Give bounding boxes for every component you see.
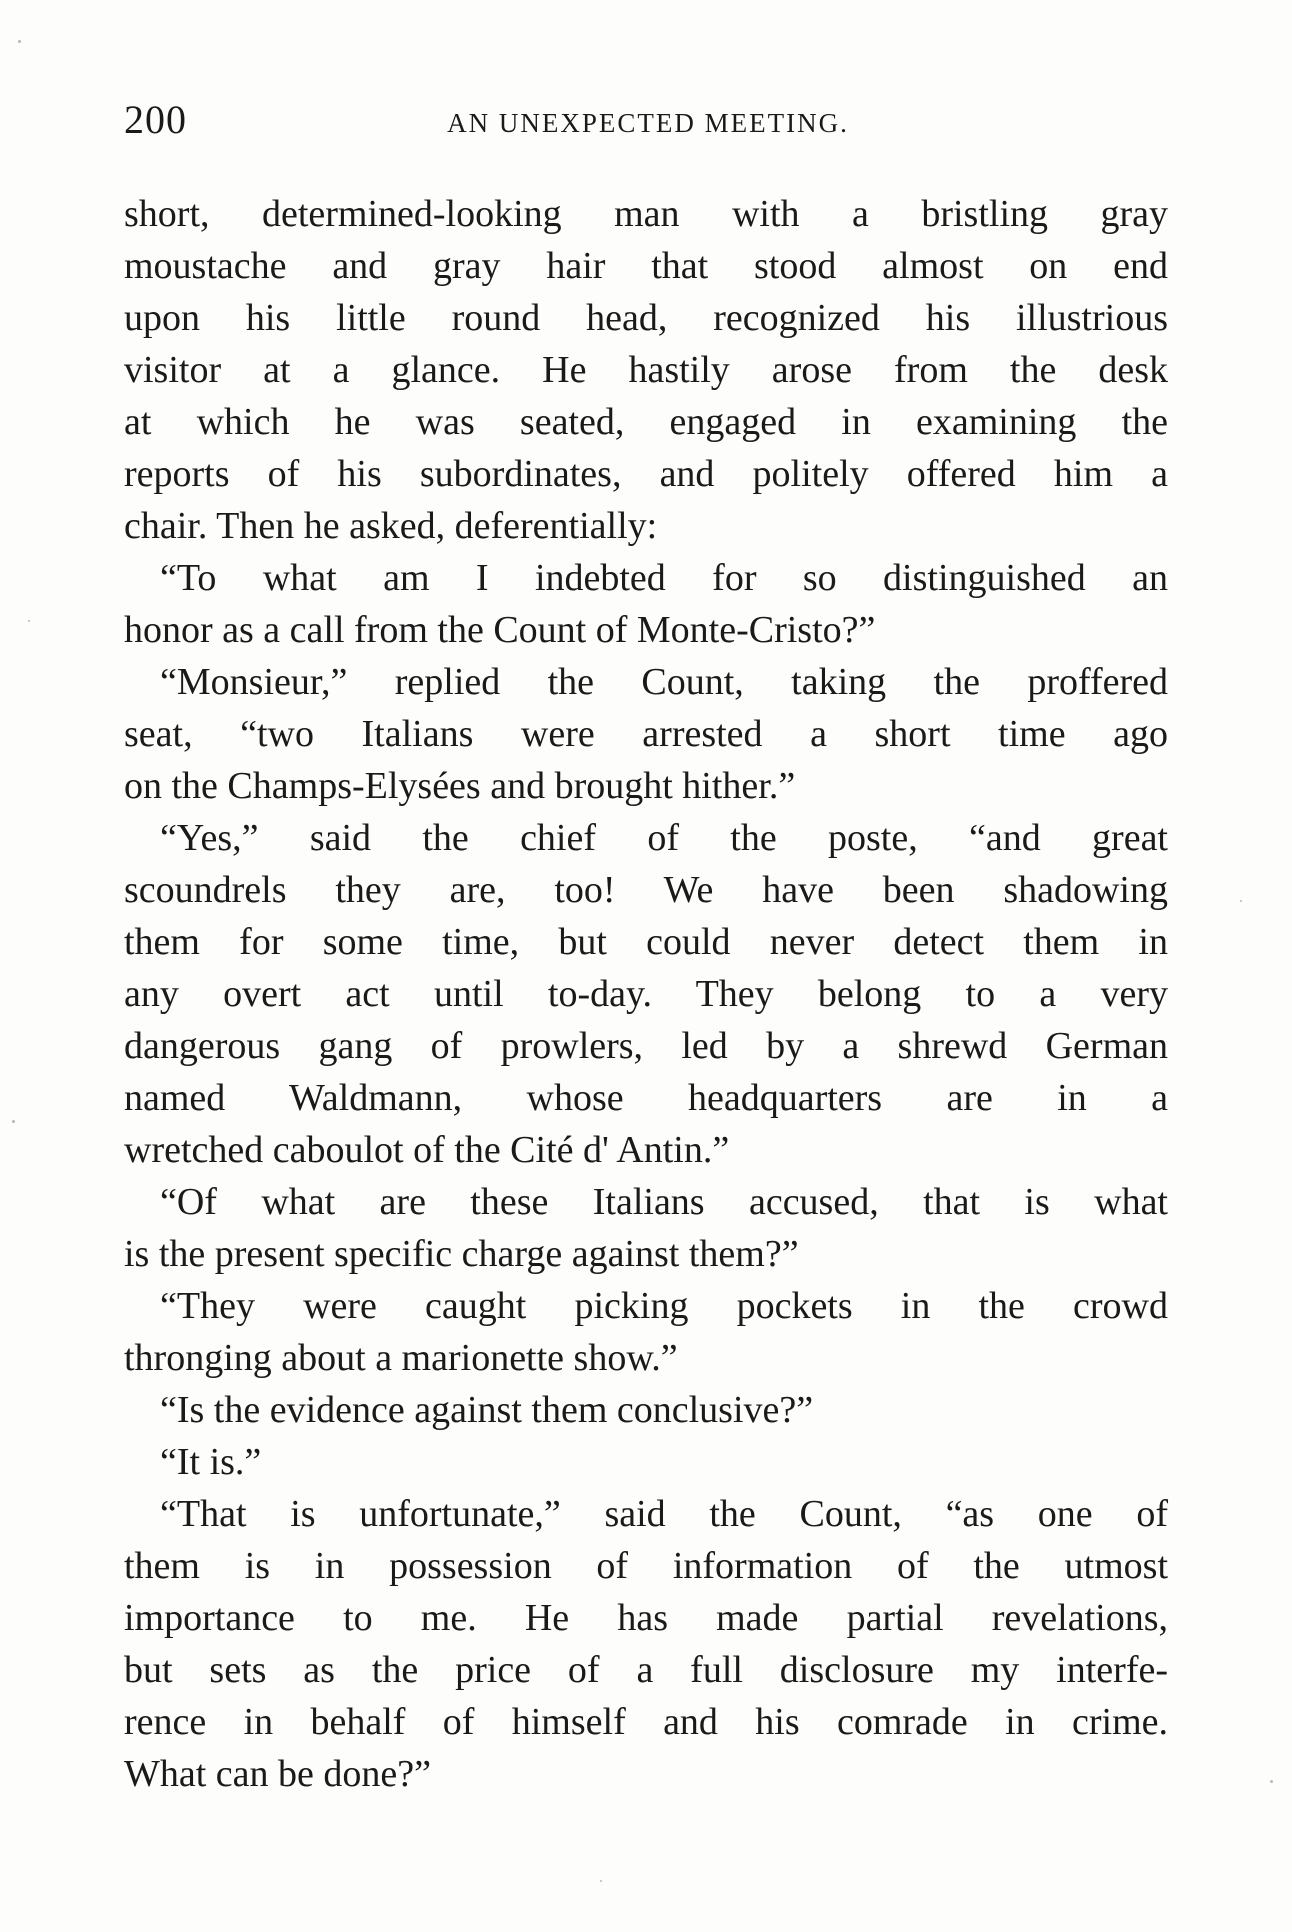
text-line: importance to me. He has made partial revelations, bbox=[124, 1597, 1168, 1639]
text-line: scoundrels they are, too! We have been shadowing bbox=[124, 869, 1168, 911]
text-line: “Is the evidence against them conclusive?” bbox=[160, 1389, 814, 1431]
text-line: visitor at a glance. He hastily arose from the desk bbox=[124, 349, 1168, 391]
text-line: thronging about a marionette show.” bbox=[124, 1337, 678, 1379]
text-line: “To what am I indebted for so distinguished an bbox=[160, 557, 1168, 599]
text-line: rence in behalf of himself and his comrade in crime. bbox=[124, 1701, 1168, 1743]
running-head: AN UNEXPECTED MEETING. bbox=[447, 108, 849, 138]
page-number: 200 bbox=[124, 97, 187, 142]
text-line: “Yes,” said the chief of the poste, “and great bbox=[160, 817, 1168, 859]
text-line: them for some time, but could never detect them in bbox=[124, 921, 1168, 963]
scan-speckle bbox=[600, 1880, 602, 1882]
scan-speckle bbox=[18, 40, 21, 43]
text-line: honor as a call from the Count of Monte-Cristo?” bbox=[124, 609, 876, 651]
text-line: on the Champs-Elysées and brought hither.” bbox=[124, 765, 796, 807]
text-line: dangerous gang of prowlers, led by a shrewd German bbox=[124, 1025, 1168, 1067]
scan-speckle bbox=[1270, 1780, 1273, 1783]
text-line: any overt act until to-day. They belong to a very bbox=[124, 973, 1168, 1015]
text-line: wretched caboulot of the Cité d' Antin.” bbox=[124, 1129, 730, 1171]
text-line: at which he was seated, engaged in examining the bbox=[124, 401, 1168, 443]
text-line: moustache and gray hair that stood almost on end bbox=[124, 245, 1168, 287]
scan-speckle bbox=[12, 1120, 15, 1123]
scan-speckle bbox=[28, 620, 30, 622]
text-line: seat, “two Italians were arrested a short time ago bbox=[124, 713, 1168, 755]
scan-speckle bbox=[1240, 900, 1242, 902]
body-text bbox=[124, 188, 1168, 1800]
text-line: “Monsieur,” replied the Count, taking the proffered bbox=[160, 661, 1168, 703]
text-line: but sets as the price of a full disclosure my interfe- bbox=[124, 1649, 1168, 1691]
text-line: “It is.” bbox=[160, 1441, 262, 1483]
text-line: is the present specific charge against them?” bbox=[124, 1233, 799, 1275]
text-line: them is in possession of information of the utmost bbox=[124, 1545, 1168, 1587]
text-line: “That is unfortunate,” said the Count, “as one of bbox=[160, 1493, 1168, 1535]
page-header bbox=[124, 96, 1172, 144]
text-line: short, determined-looking man with a bristling gray bbox=[124, 193, 1168, 235]
text-line: named Waldmann, whose headquarters are in a bbox=[124, 1077, 1168, 1119]
text-line: upon his little round head, recognized his illustrious bbox=[124, 297, 1168, 339]
text-line: “Of what are these Italians accused, that is what bbox=[160, 1181, 1168, 1223]
text-line: chair. Then he asked, deferentially: bbox=[124, 505, 658, 547]
text-line: reports of his subordinates, and politely offered him a bbox=[124, 453, 1168, 495]
text-line: “They were caught picking pockets in the crowd bbox=[160, 1285, 1168, 1327]
text-line: What can be done?” bbox=[124, 1753, 431, 1795]
